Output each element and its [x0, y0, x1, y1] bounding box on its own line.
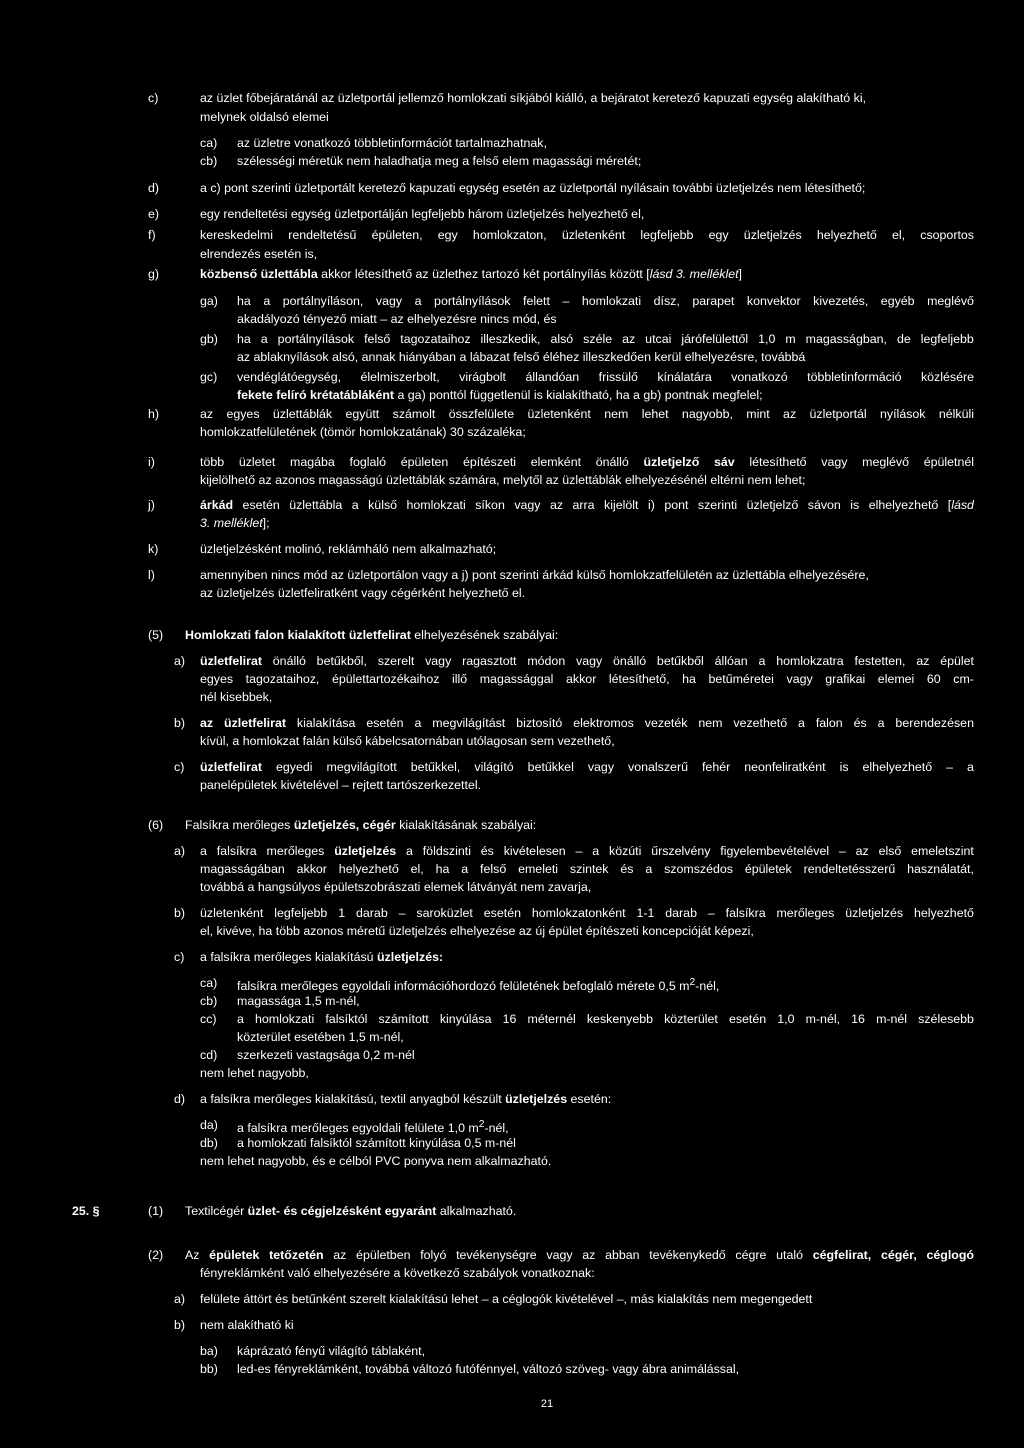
text-line: továbbá a hangsúlyos épületszobrászati elemek látványát nem zavarja,: [200, 880, 592, 894]
text-line: az üzlet főbejáratánál az üzletportál jellemző homlokzati síkjából kiálló, a bejáratot keretező kapuzati egység alakítható ki,: [200, 91, 867, 105]
text-line: Homlokzati falon kialakított üzletfelirat elhelyezésének szabályai:: [185, 628, 559, 642]
text-line: a falsíkra merőleges kialakítású, textil anyagból készült üzletjelzés esetén:: [200, 1092, 612, 1106]
page-number: 21: [540, 1398, 554, 1410]
text-line: kijelölhető az azonos magasságú üzlettáblák számára, melytől az üzlettáblák elhelyezésénél eltérni nem lehet;: [200, 473, 806, 487]
list-marker: (6): [148, 818, 164, 832]
list-marker: d): [148, 181, 160, 195]
text-line: árkád esetén üzlettábla a külső homlokzati síkon vagy az arra kijelölt i) pont szerinti üzletjelző sávon is elhelyezhető [lásd: [200, 498, 974, 512]
text-line: Textilcégér üzlet- és cégjelzésként egyaránt alkalmazható.: [185, 1204, 517, 1218]
list-marker: ga): [200, 294, 218, 308]
list-marker: ca): [200, 136, 218, 150]
text-line: az üzletre vonatkozó többletinformációt tartalmazhatnak,: [237, 136, 547, 150]
text-line: egyes tagozataihoz, épülettartozékaihoz illő magassággal akkor létesíthető, ha betűméretei vagy grafikai elemei 60 cm-: [200, 672, 974, 686]
text-line: elrendezés esetén is,: [200, 247, 318, 261]
list-marker: c): [148, 91, 159, 105]
list-marker: d): [174, 1092, 186, 1106]
text-line: káprázató fényű világító táblaként,: [237, 1344, 426, 1358]
text-line: panelépületek kivételével – rejtett tartószerkezettel.: [200, 778, 482, 792]
list-marker: b): [174, 906, 186, 920]
list-marker: cc): [200, 1012, 217, 1026]
list-marker: f): [148, 228, 156, 242]
text-line: szélességi méretük nem haladhatja meg a felső elem magassági méretét;: [237, 154, 642, 168]
text-line: közterület esetében 1,5 m-nél,: [237, 1030, 404, 1044]
text-line: kereskedelmi rendeltetésű épületen, egy homlokzaton, üzletenként legfeljebb egy üzletjelzés helyezhető el, csoportos: [200, 228, 974, 242]
text-line: magasságában akkor helyezhető el, ha a felső emeleti szintek és a szomszédos épületek rendeltetésszerű használatát,: [200, 862, 974, 876]
text-line: üzletjelzésként molinó, reklámháló nem alkalmazható;: [200, 542, 497, 556]
list-marker: a): [174, 1292, 186, 1306]
list-marker: j): [148, 498, 155, 512]
list-marker: b): [174, 716, 186, 730]
list-marker: cb): [200, 154, 218, 168]
text-line: több üzletet magába foglaló épületen építészeti elemként önálló üzletjelző sáv létesíthető vagy meglévő épületnél: [200, 455, 974, 469]
text-line: ha a portálnyílások felső tagozataihoz illeszkedik, alsó széle az utcai járófelülettől 1,0 m magasságban, de legfeljebb: [237, 332, 974, 346]
text-line: nél kisebbek,: [200, 690, 273, 704]
list-marker: db): [200, 1136, 218, 1150]
text-line: a homlokzati falsíktól számított kinyúlása 16 méternél keskenyebb közterület esetén 1,0 m-nél, 16 m-nél szélesebb: [237, 1012, 974, 1026]
text-line: felülete áttört és betűnként szerelt kialakítású lehet – a céglogók kivételével –, más kialakítás nem megengedett: [200, 1292, 813, 1306]
text-line: az egyes üzlettáblák együtt számolt összfelülete üzletenként nem lehet nagyobb, mint az üzletportál nyílások nélküli: [200, 407, 974, 421]
list-marker: (5): [148, 628, 164, 642]
text-line: nem lehet nagyobb,: [200, 1066, 309, 1080]
list-marker: cb): [200, 994, 218, 1008]
text-line: amennyiben nincs mód az üzletportálon vagy a j) pont szerinti árkád külső homlokzatfelületén az üzlettábla elhelyezésére,: [200, 568, 869, 582]
list-marker: b): [174, 1318, 186, 1332]
list-marker: gb): [200, 332, 218, 346]
list-marker: e): [148, 207, 160, 221]
text-line: a falsíkra merőleges kialakítású üzletjelzés:: [200, 950, 444, 964]
text-line: magassága 1,5 m-nél,: [237, 994, 360, 1008]
list-marker: g): [148, 267, 160, 281]
list-marker: c): [174, 950, 185, 964]
text-line: vendéglátóegység, élelmiszerbolt, virágbolt állandóan frissülő kínálatára vonatkozó többletinformáció közlésére: [237, 370, 974, 384]
text-line: Az épületek tetőzetén az épületben folyó tevékenységre vagy az abban tevékenykedő cégre utaló cégfelirat, cégér, céglogó: [185, 1248, 974, 1262]
text-line: a falsíkra merőleges egyoldali felülete 1,0 $m^2$-nél,: [237, 1119, 509, 1136]
text-line: falsíkra merőleges egyoldali információhordozó felületének befoglaló mérete 0,5 $m^2$-nél,: [237, 977, 720, 994]
list-marker: cd): [200, 1048, 218, 1062]
text-line: akadályozó tényező miatt – az elhelyezésre nincs mód, és: [237, 312, 557, 326]
text-line: közbenső üzlettábla akkor létesíthető az üzlethez tartozó két portálnyílás között [lásd 3. melléklet]: [200, 267, 742, 281]
section-number: 25. §: [72, 1204, 100, 1218]
text-line: nem alakítható ki: [200, 1318, 294, 1332]
list-marker: (2): [148, 1248, 164, 1262]
list-marker: a): [174, 844, 186, 858]
text-line: homlokzatfelületének (tömör homlokzatának) 30 százaléka;: [200, 425, 526, 439]
text-line: az ablaknyílások alsó, annak hiányában a lábazat felső éléhez illeszkedően kerül elhelyezésre, továbbá: [237, 350, 806, 364]
text-line: az üzletjelzés üzletfeliratként vagy cégérként helyezhető el.: [200, 586, 526, 600]
list-marker: ba): [200, 1344, 218, 1358]
list-marker: ca): [200, 976, 218, 990]
text-line: melynek oldalsó elemei: [200, 110, 329, 124]
text-line: kívül, a homlokzat falán külső kábelcsatornában utólagosan sem vezethető,: [200, 734, 615, 748]
text-line: led-es fényreklámként, továbbá változó futófénnyel, változó szöveg- vagy ábra animálással,: [237, 1362, 740, 1376]
list-marker: l): [148, 568, 155, 582]
text-line: egy rendeltetési egység üzletportálján legfeljebb három üzletjelzés helyezhető el,: [200, 207, 645, 221]
list-marker: c): [174, 760, 185, 774]
list-marker: gc): [200, 370, 218, 384]
text-line: üzletfelirat egyedi megvilágított betűkkel, világító betűkkel vagy vonalszerű fehér neonfeliratként is elhelyezhető – a: [200, 760, 974, 774]
text-line: Falsíkra merőleges üzletjelzés, cégér kialakításának szabályai:: [185, 818, 537, 832]
text-line: üzletfelirat önálló betűkből, szerelt vagy ragasztott módon vagy önálló betűkből állóan a homlokzatra festetten, az épület: [200, 654, 974, 668]
list-marker: da): [200, 1118, 218, 1132]
text-line: az üzletfelirat kialakítása esetén a megvilágítást biztosító elektromos vezeték nem vezethető a falon és a berendezésen: [200, 716, 974, 730]
list-marker: bb): [200, 1362, 218, 1376]
text-line: fekete felíró krétatábláként a ga) ponttól függetlenül is kialakítható, ha a gb) pontnak megfelel;: [237, 388, 763, 402]
list-marker: h): [148, 407, 160, 421]
list-marker: (1): [148, 1204, 164, 1218]
text-line: nem lehet nagyobb, és e célból PVC ponyva nem alkalmazható.: [200, 1154, 552, 1168]
text-line: a c) pont szerinti üzletportált keretező kapuzati egység esetén az üzletportál nyílásain további üzletjelzés nem létesíthető;: [200, 181, 866, 195]
text-line: a homlokzati falsíktól számított kinyúlása 0,5 m-nél: [237, 1136, 516, 1150]
text-line: a falsíkra merőleges üzletjelzés a földszinti és kivételesen – a közúti űrszelvény figyelembevételével – az első emeletszint: [200, 844, 974, 858]
text-line: ha a portálnyíláson, vagy a portálnyílások felett – homlokzati dísz, parapet konvektor kivezetés, egyéb meglévő: [237, 294, 974, 308]
text-line: üzletenként legfeljebb 1 darab – saroküzlet esetén homlokzatonként 1-1 darab – falsíkra merőleges üzletjelzés helyezhető: [200, 906, 974, 920]
text-line: szerkezeti vastagsága 0,2 m-nél: [237, 1048, 415, 1062]
list-marker: a): [174, 654, 186, 668]
list-marker: k): [148, 542, 159, 556]
text-line: 3. melléklet];: [200, 516, 270, 530]
text-line: fényreklámként való elhelyezésére a következő szabályok vonatkoznak:: [200, 1266, 595, 1280]
list-marker: i): [148, 455, 155, 469]
text-line: el, kivéve, ha több azonos méretű üzletjelzés elhelyezése az új épület építészeti koncepcióját képezi,: [200, 924, 754, 938]
